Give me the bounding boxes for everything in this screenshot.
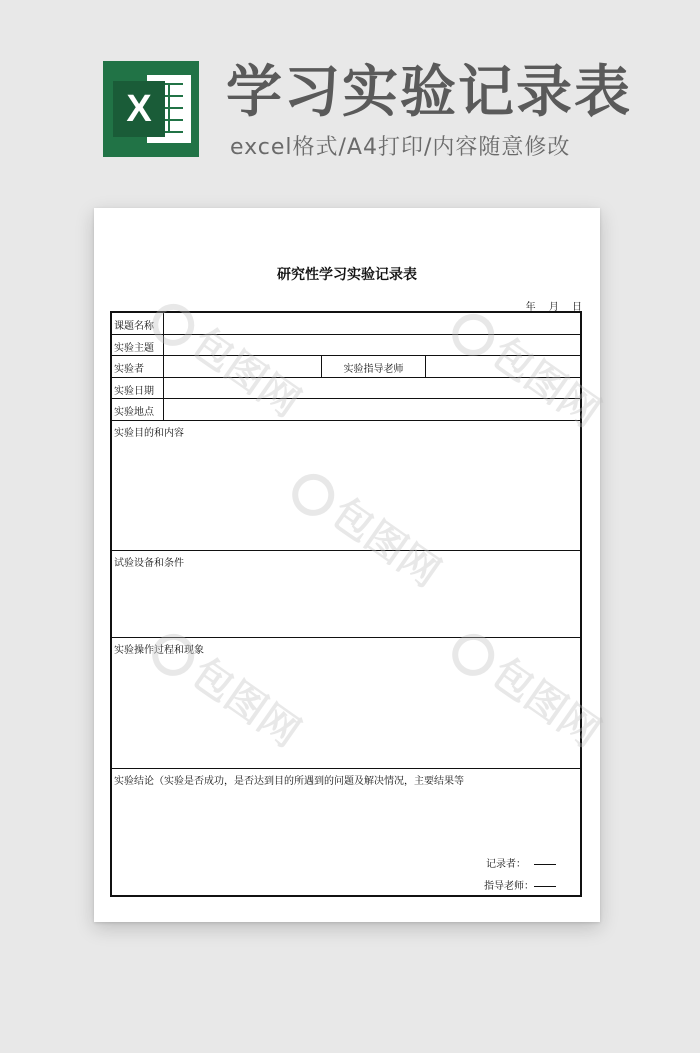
document-page (94, 208, 608, 922)
recorder-label: 记录者： (486, 859, 526, 870)
section-conclusion[interactable] (112, 769, 580, 895)
row-topic (112, 313, 580, 335)
subject-field[interactable] (164, 335, 580, 355)
row-location (112, 399, 580, 421)
experimenter-label: 实验者 (112, 356, 164, 377)
advisor-signature (484, 877, 556, 892)
excel-logo-icon (103, 61, 199, 157)
date-field[interactable] (164, 378, 580, 398)
section-procedure[interactable] (112, 638, 580, 769)
banner (0, 0, 700, 200)
topic-field[interactable] (164, 313, 580, 334)
recorder-signature (486, 855, 556, 870)
topic-label: 课题名称 (112, 313, 164, 334)
location-field[interactable] (164, 399, 580, 420)
equipment-label: 试验设备和条件 (114, 558, 184, 569)
purpose-label: 实验目的和内容 (114, 428, 184, 439)
section-purpose[interactable] (112, 421, 580, 551)
section-equipment[interactable] (112, 551, 580, 638)
subject-label: 实验主题 (112, 335, 164, 355)
document-title: 研究性学习实验记录表 (277, 267, 417, 283)
experimenter-field[interactable] (164, 356, 322, 377)
procedure-label: 实验操作过程和现象 (114, 645, 204, 656)
conclusion-label: 实验结论（实验是否成功，是否达到目的所遇到的问题及解决情况，主要结果等 (114, 776, 464, 787)
banner-title: 学习实验记录表 (226, 60, 632, 125)
advisor-label: 实验指导老师 (322, 356, 426, 377)
recorder-line (534, 864, 556, 865)
watermark: 包图网 (443, 295, 613, 438)
location-label: 实验地点 (112, 399, 164, 420)
row-date (112, 378, 580, 399)
watermark: 包图网 (143, 615, 313, 758)
row-subject (112, 335, 580, 356)
record-form (110, 311, 582, 897)
watermark: 包图网 (143, 285, 313, 428)
advisor-signature-label: 指导老师： (484, 881, 534, 892)
row-experimenter (112, 356, 580, 378)
advisor-line (534, 886, 556, 887)
advisor-field[interactable] (426, 356, 580, 377)
date-line: 年 月 日 (525, 302, 582, 313)
watermark: 包图网 (283, 455, 453, 598)
date-label: 实验日期 (112, 378, 164, 398)
banner-subtitle: excel格式/A4打印/内容随意修改 (230, 135, 571, 160)
watermark: 包图网 (443, 615, 613, 758)
logo-letter: X (113, 81, 165, 137)
